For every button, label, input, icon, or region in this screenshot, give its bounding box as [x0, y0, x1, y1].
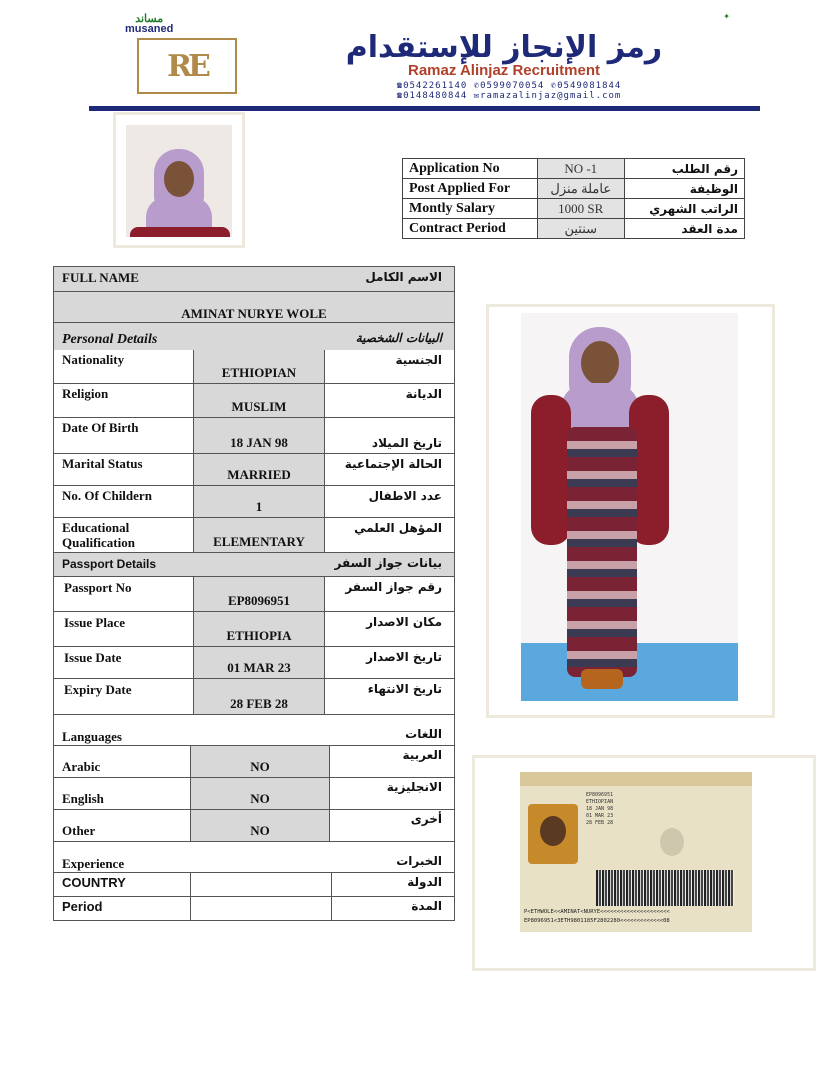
personal-label-cell — [54, 454, 194, 485]
personal-label: Marital Status — [62, 456, 143, 471]
info-label-arabic: مدة العقد — [624, 219, 744, 239]
passport-label-arabic: تاريخ الانتهاء — [367, 682, 442, 696]
personal-details-label: Personal Details — [62, 332, 158, 347]
passport-issue-date: 01 MAR 23 — [586, 813, 614, 819]
government-emblem-icon: ✦ — [723, 12, 730, 21]
language-label: English — [62, 791, 104, 806]
personal-label: Date Of Birth — [62, 420, 139, 435]
passport-details-label: Passport Details — [62, 557, 157, 571]
passport-label-arabic: مكان الاصدار — [366, 615, 442, 629]
language-row — [54, 810, 454, 842]
language-value: NO — [250, 759, 270, 774]
passport-label-cell — [54, 577, 194, 611]
personal-row — [54, 454, 454, 486]
passport-label-arabic: تاريخ الاصدار — [366, 650, 442, 664]
passport-doc-number: EP8096951 — [586, 792, 614, 798]
language-label-arabic: الانجليزية — [386, 780, 442, 794]
experience-label-arabic: الدولة — [407, 875, 442, 889]
info-value: NO -1 — [537, 159, 624, 179]
personal-value: 1 — [255, 499, 263, 514]
languages-label-arabic: اللغات — [405, 727, 442, 741]
passport-label: Issue Place — [64, 615, 126, 630]
passport-value: EP8096951 — [227, 593, 291, 608]
personal-label-cell — [54, 418, 194, 453]
passport-label: Passport No — [64, 580, 132, 595]
language-label: Arabic — [62, 759, 101, 774]
personal-label-arabic: عدد الاطفال — [368, 489, 442, 503]
language-value: NO — [250, 791, 270, 806]
personal-label-arabic: المؤهل العلمي — [354, 521, 442, 535]
passport-row — [54, 577, 454, 612]
passport-value: 28 FEB 28 — [230, 696, 288, 711]
passport-row — [54, 679, 454, 715]
passport-value-cell — [194, 647, 325, 678]
passport-dob: 18 JAN 98 — [586, 806, 614, 812]
experience-row — [54, 897, 454, 920]
language-row — [54, 778, 454, 810]
passport-label-cell — [54, 647, 194, 678]
info-value: سنتين — [537, 219, 624, 239]
personal-label-cell — [54, 486, 194, 517]
language-label-arabic: أخرى — [410, 812, 442, 826]
experience-rows — [54, 873, 454, 920]
passport-value-cell — [194, 679, 325, 714]
language-label-arabic: العربية — [402, 748, 442, 762]
full-name-label-arabic: الاسم الكامل — [365, 270, 442, 284]
personal-value: MARRIED — [227, 467, 291, 482]
portrait-photo — [113, 112, 245, 248]
info-row — [403, 179, 745, 199]
personal-label-arabic: الجنسية — [395, 353, 442, 367]
info-label: Post Applied For — [403, 179, 538, 199]
agency-email: ☎0148480844 ✉ramazalinjaz@gmail.com — [396, 91, 622, 101]
info-row — [403, 199, 745, 219]
musaned-logo — [125, 14, 173, 34]
passport-expiry-date: 28 FEB 28 — [586, 820, 614, 826]
passport-label-cell — [54, 679, 194, 714]
personal-value-cell — [194, 350, 325, 383]
full-name-row — [54, 292, 454, 323]
info-row — [403, 159, 745, 179]
languages-label: Languages — [62, 729, 122, 744]
info-label-arabic: رقم الطلب — [624, 159, 744, 179]
experience-header — [54, 842, 454, 873]
language-label: Other — [62, 823, 96, 838]
passport-value-cell — [194, 577, 325, 611]
personal-value-cell — [194, 418, 325, 453]
languages-header — [54, 715, 454, 745]
personal-value-cell — [194, 454, 325, 485]
personal-details-header — [54, 323, 454, 350]
passport-image — [520, 772, 752, 932]
info-label: Application No — [403, 159, 538, 179]
experience-label-cell: Period — [62, 899, 103, 914]
passport-details-label-arabic: بيانات جواز السفر — [334, 556, 442, 570]
language-row — [54, 745, 454, 778]
applicant-form — [53, 266, 455, 921]
personal-value: ETHIOPIAN — [221, 365, 297, 380]
info-label-arabic: الوظيفة — [624, 179, 744, 199]
experience-label: Experience — [62, 856, 125, 871]
experience-label-arabic: المدة — [411, 899, 442, 913]
experience-label-arabic: الخبرات — [396, 854, 442, 868]
info-label-arabic: الراتب الشهري — [624, 199, 744, 219]
header-banner — [89, 8, 760, 111]
passport-row — [54, 647, 454, 679]
passport-label: Expiry Date — [64, 682, 132, 697]
languages-rows — [54, 745, 454, 842]
full-name-label: FULL NAME — [62, 270, 139, 285]
info-label: Contract Period — [403, 219, 538, 239]
passport-details-rows — [54, 577, 454, 715]
passport-scan — [472, 755, 816, 971]
agency-english-name: Ramaz Alinjaz Recruitment — [408, 62, 600, 79]
agency-phones: ☎0542261140 ✆0599070054 ✆0549081844 — [396, 81, 622, 91]
personal-details-rows — [54, 350, 454, 553]
application-info-table — [402, 158, 745, 239]
personal-value-cell — [194, 384, 325, 417]
personal-label-cell — [54, 350, 194, 383]
personal-row — [54, 418, 454, 454]
experience-label-cell: COUNTRY — [62, 875, 126, 890]
personal-value-cell — [194, 486, 325, 517]
personal-row — [54, 518, 454, 553]
passport-details-header — [54, 553, 454, 577]
full-name-header — [54, 267, 454, 292]
agency-arabic-name: رمز الإنجاز للإستقدام — [345, 30, 663, 65]
personal-value: MUSLIM — [231, 399, 287, 414]
personal-row — [54, 486, 454, 518]
passport-label: Issue Date — [64, 650, 122, 665]
personal-label: Educational Qualification — [62, 520, 135, 550]
experience-row — [54, 873, 454, 897]
info-row — [403, 219, 745, 239]
personal-value: ELEMENTARY — [213, 534, 305, 549]
personal-label-arabic: الحالة الإجتماعية — [344, 457, 442, 471]
passport-row — [54, 612, 454, 647]
language-value-cell — [190, 778, 330, 809]
personal-label-cell — [54, 518, 194, 552]
full-body-photo — [486, 304, 775, 718]
experience-value-cell — [190, 897, 332, 920]
personal-label-arabic: تاريخ الميلاد — [371, 436, 442, 450]
info-label: Montly Salary — [403, 199, 538, 219]
personal-label: Nationality — [62, 352, 125, 367]
agency-logo-text: RE — [167, 48, 207, 84]
full-name-value: AMINAT NURYE WOLE — [181, 306, 327, 321]
language-value: NO — [250, 823, 270, 838]
passport-mrz-line-1: P<ETHWOLE<<AMINAT<NURYE<<<<<<<<<<<<<<<<<<<<< — [524, 909, 670, 915]
agency-logo — [137, 38, 237, 94]
passport-label-cell — [54, 612, 194, 646]
language-value-cell — [190, 810, 330, 841]
passport-value-cell — [194, 612, 325, 646]
personal-label-cell — [54, 384, 194, 417]
passport-mrz-line-2: EP8096951<3ETH9801185F2802280<<<<<<<<<<<<<08 — [524, 918, 670, 924]
personal-label: Religion — [62, 386, 109, 401]
personal-row — [54, 384, 454, 418]
passport-label-arabic: رقم جواز السفر — [345, 580, 442, 594]
passport-country: ETHIOPIAN — [586, 799, 614, 805]
personal-label-arabic: الديانة — [405, 387, 442, 401]
personal-row — [54, 350, 454, 384]
musaned-english: musaned — [125, 23, 174, 35]
musaned-arabic: مساند — [135, 13, 164, 25]
passport-value: 01 MAR 23 — [227, 660, 291, 675]
info-value: عاملة منزل — [537, 179, 624, 199]
personal-details-label-arabic: البيانات الشخصية — [355, 331, 442, 345]
experience-value-cell — [190, 873, 332, 896]
personal-value-cell — [194, 518, 325, 552]
personal-label: No. Of Childern — [62, 488, 152, 503]
passport-value: ETHIOPIA — [226, 628, 292, 643]
personal-value: 18 JAN 98 — [230, 435, 288, 450]
language-value-cell — [190, 746, 330, 777]
info-value: 1000 SR — [537, 199, 624, 219]
